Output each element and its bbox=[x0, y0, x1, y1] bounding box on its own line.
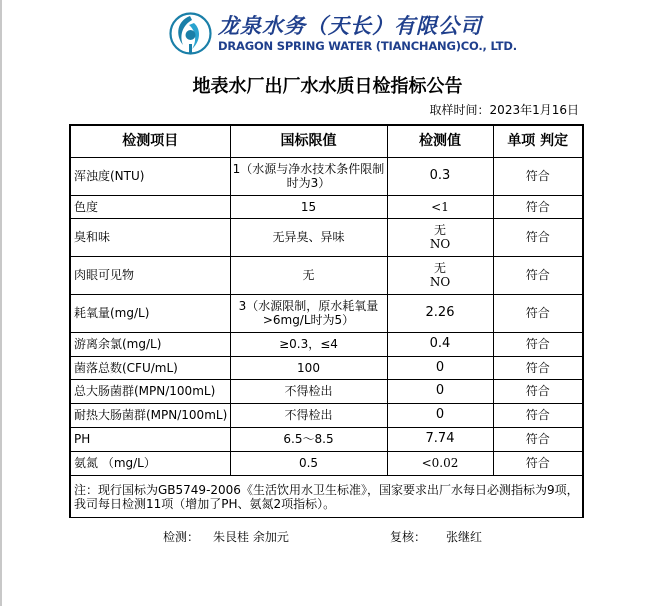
table-row bbox=[70, 195, 583, 218]
row-judge: 符合 bbox=[493, 403, 583, 427]
sample-date: 取样时间：2023年1月16日 bbox=[429, 103, 579, 117]
company-name-en: DRAGON SPRING WATER (TIANCHANG)CO., LTD. bbox=[218, 39, 517, 53]
inspector-signature bbox=[163, 528, 289, 545]
column-header-item: 检测项目 bbox=[70, 125, 230, 157]
column-header-limit: 国标限值 bbox=[230, 125, 387, 157]
row-judge: 符合 bbox=[493, 294, 583, 332]
row-judge: 符合 bbox=[493, 332, 583, 356]
row-value-en: NO bbox=[429, 275, 451, 289]
row-value: 0 bbox=[387, 379, 493, 403]
inspector-names: 朱艮桂 余加元 bbox=[213, 530, 289, 544]
row-value: 0.4 bbox=[387, 332, 493, 356]
row-limit: 3（水源限制，原水耗氧量>6mg/L时为5） bbox=[230, 294, 387, 332]
row-item: 浑浊度(NTU) bbox=[70, 157, 230, 195]
row-limit: ≥0.3，≤4 bbox=[230, 332, 387, 356]
row-item: 耗氧量(mg/L) bbox=[70, 294, 230, 332]
table-row bbox=[70, 356, 583, 379]
row-limit: 不得检出 bbox=[230, 403, 387, 427]
table-row bbox=[70, 379, 583, 403]
row-item: 肉眼可见物 bbox=[70, 256, 230, 294]
row-item: 菌落总数(CFU/mL) bbox=[70, 356, 230, 379]
row-value bbox=[387, 256, 493, 294]
row-judge: 符合 bbox=[493, 157, 583, 195]
row-judge: 符合 bbox=[493, 356, 583, 379]
row-value: <0.02 bbox=[387, 451, 493, 475]
table-row bbox=[70, 218, 583, 256]
page-title: 地表水厂出厂水水质日检指标公告 bbox=[192, 76, 463, 97]
column-header-value: 检测值 bbox=[387, 125, 493, 157]
note-row bbox=[70, 475, 583, 517]
row-judge: 符合 bbox=[493, 256, 583, 294]
table-row bbox=[70, 451, 583, 475]
row-item: 游离余氯(mg/L) bbox=[70, 332, 230, 356]
row-item: 色度 bbox=[70, 195, 230, 218]
row-item: PH bbox=[70, 427, 230, 451]
table-row bbox=[70, 403, 583, 427]
row-item: 氨氮 （mg/L） bbox=[70, 451, 230, 475]
row-value: 0 bbox=[387, 403, 493, 427]
row-item: 耐热大肠菌群(MPN/100mL) bbox=[70, 403, 230, 427]
row-judge: 符合 bbox=[493, 195, 583, 218]
row-item: 总大肠菌群(MPN/100mL) bbox=[70, 379, 230, 403]
reviewer-label: 复核： bbox=[390, 530, 427, 544]
row-judge: 符合 bbox=[493, 218, 583, 256]
table-row bbox=[70, 427, 583, 451]
row-limit: 无异臭、异味 bbox=[230, 218, 387, 256]
row-limit: 0.5 bbox=[230, 451, 387, 475]
company-name-cn: 龙泉水务（天长）有限公司 bbox=[218, 14, 482, 38]
table-note: 注：现行国标为GB5749-2006《生活饮用水卫生标准》，国家要求出厂水每日必测指标为9项，我司每日检测11项（增加了PH、氨氮2项指标）。 bbox=[70, 475, 583, 517]
water-quality-table bbox=[69, 124, 584, 518]
table-row bbox=[70, 256, 583, 294]
row-value bbox=[387, 218, 493, 256]
row-limit: 无 bbox=[230, 256, 387, 294]
row-limit: 15 bbox=[230, 195, 387, 218]
reviewer-signature bbox=[390, 528, 482, 545]
table-row bbox=[70, 294, 583, 332]
row-value-cn: 无 bbox=[433, 223, 446, 237]
row-judge: 符合 bbox=[493, 451, 583, 475]
inspector-label: 检测： bbox=[163, 530, 200, 544]
row-judge: 符合 bbox=[493, 379, 583, 403]
reviewer-name: 张继红 bbox=[446, 530, 483, 544]
row-limit: 不得检出 bbox=[230, 379, 387, 403]
row-value: 0.3 bbox=[387, 157, 493, 195]
row-value: 2.26 bbox=[387, 294, 493, 332]
row-value: <1 bbox=[387, 195, 493, 218]
row-value-en: NO bbox=[429, 237, 451, 251]
row-limit: 100 bbox=[230, 356, 387, 379]
row-limit: 1（水源与净水技术条件限制时为3） bbox=[230, 157, 387, 195]
row-value-cn: 无 bbox=[433, 261, 446, 275]
row-value: 7.74 bbox=[387, 427, 493, 451]
row-item: 臭和味 bbox=[70, 218, 230, 256]
table-row bbox=[70, 157, 583, 195]
table-row bbox=[70, 332, 583, 356]
row-limit: 6.5～8.5 bbox=[230, 427, 387, 451]
company-logo bbox=[168, 11, 213, 56]
row-value: 0 bbox=[387, 356, 493, 379]
row-judge: 符合 bbox=[493, 427, 583, 451]
column-header-judge: 单项 判定 bbox=[493, 125, 583, 157]
table-header-row bbox=[70, 125, 583, 157]
